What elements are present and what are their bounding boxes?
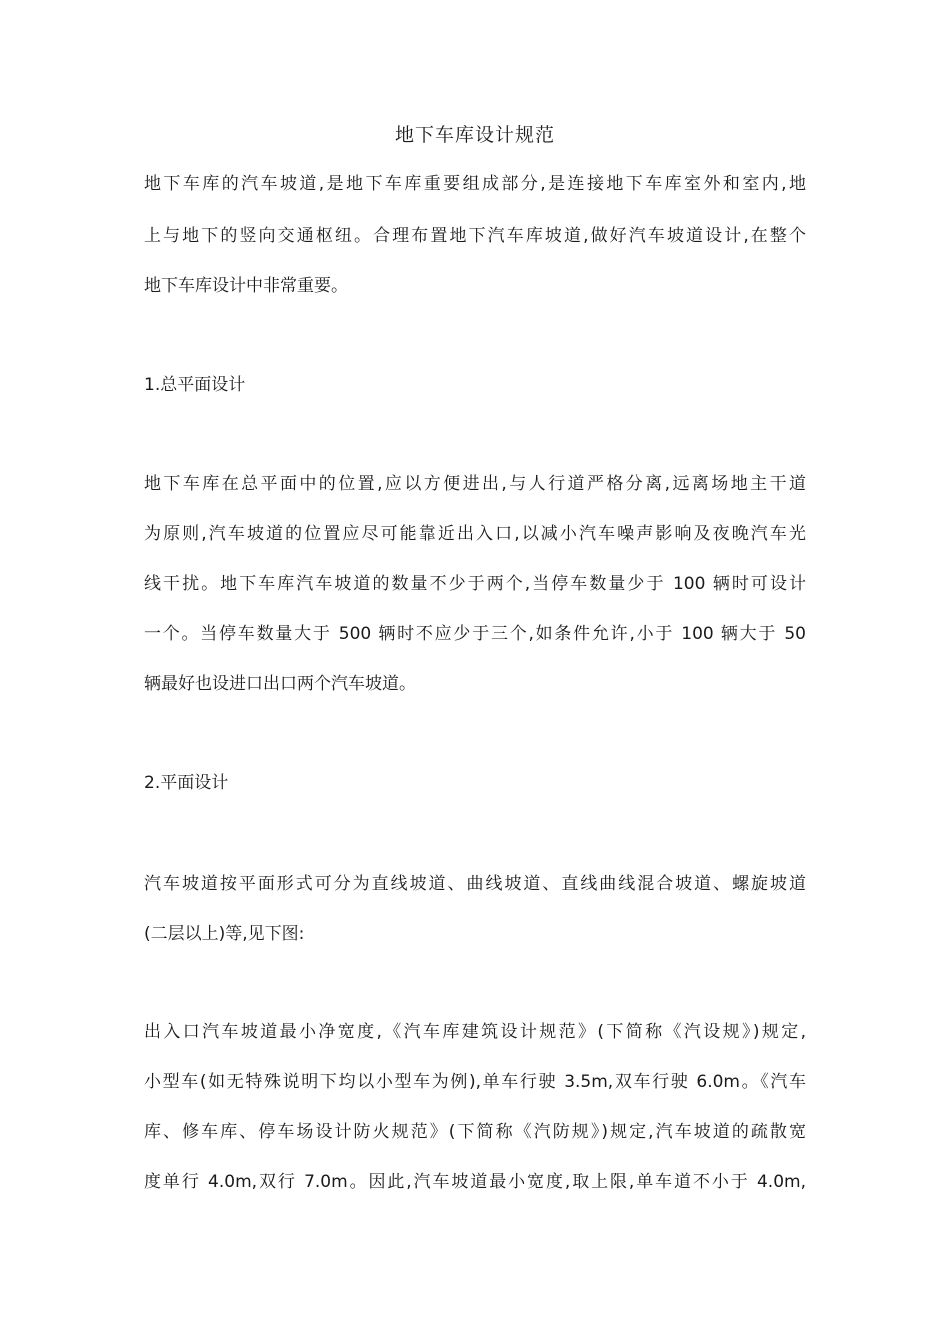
section2-para2-line-4: 度单行 4.0m,双行 7.0m。因此,汽车坡道最小宽度,取上限,单车道不小于 4.0m, bbox=[144, 1172, 806, 1192]
section1-line-1: 地下车库在总平面中的位置,应以方便进出,与人行道严格分离,远离场地主干道 bbox=[144, 474, 806, 494]
section1-line-3: 线干扰。地下车库汽车坡道的数量不少于两个,当停车数量少于 100 辆时可设计 bbox=[144, 574, 806, 594]
section1-line-5: 辆最好也设进口出口两个汽车坡道。 bbox=[144, 674, 416, 694]
section2-heading: 2.平面设计 bbox=[144, 773, 229, 793]
section2-para2-line-1: 出入口汽车坡道最小净宽度,《汽车库建筑设计规范》(下简称《汽设规》)规定, bbox=[144, 1022, 806, 1042]
intro-line-1: 地下车库的汽车坡道,是地下车库重要组成部分,是连接地下车库室外和室内,地 bbox=[144, 174, 806, 194]
section1-line-2: 为原则,汽车坡道的位置应尽可能靠近出入口,以减小汽车噪声影响及夜晚汽车光 bbox=[144, 524, 806, 544]
section1-line-4: 一个。当停车数量大于 500 辆时不应少于三个,如条件允许,小于 100 辆大于 50 bbox=[144, 624, 806, 644]
section1-heading: 1.总平面设计 bbox=[144, 375, 246, 395]
section2-para1-line-2: (二层以上)等,见下图: bbox=[144, 924, 305, 944]
section2-para2-line-3: 库、修车库、停车场设计防火规范》(下简称《汽防规》)规定,汽车坡道的疏散宽 bbox=[144, 1122, 806, 1142]
intro-line-2: 上与地下的竖向交通枢纽。合理布置地下汽车库坡道,做好汽车坡道设计,在整个 bbox=[144, 226, 806, 246]
section2-para1-line-1: 汽车坡道按平面形式可分为直线坡道、曲线坡道、直线曲线混合坡道、螺旋坡道 bbox=[144, 874, 806, 894]
document-title: 地下车库设计规范 bbox=[394, 124, 555, 146]
section2-para2-line-2: 小型车(如无特殊说明下均以小型车为例),单车行驶 3.5m,双车行驶 6.0m。《汽车 bbox=[144, 1072, 806, 1092]
intro-line-3: 地下车库设计中非常重要。 bbox=[144, 276, 348, 296]
